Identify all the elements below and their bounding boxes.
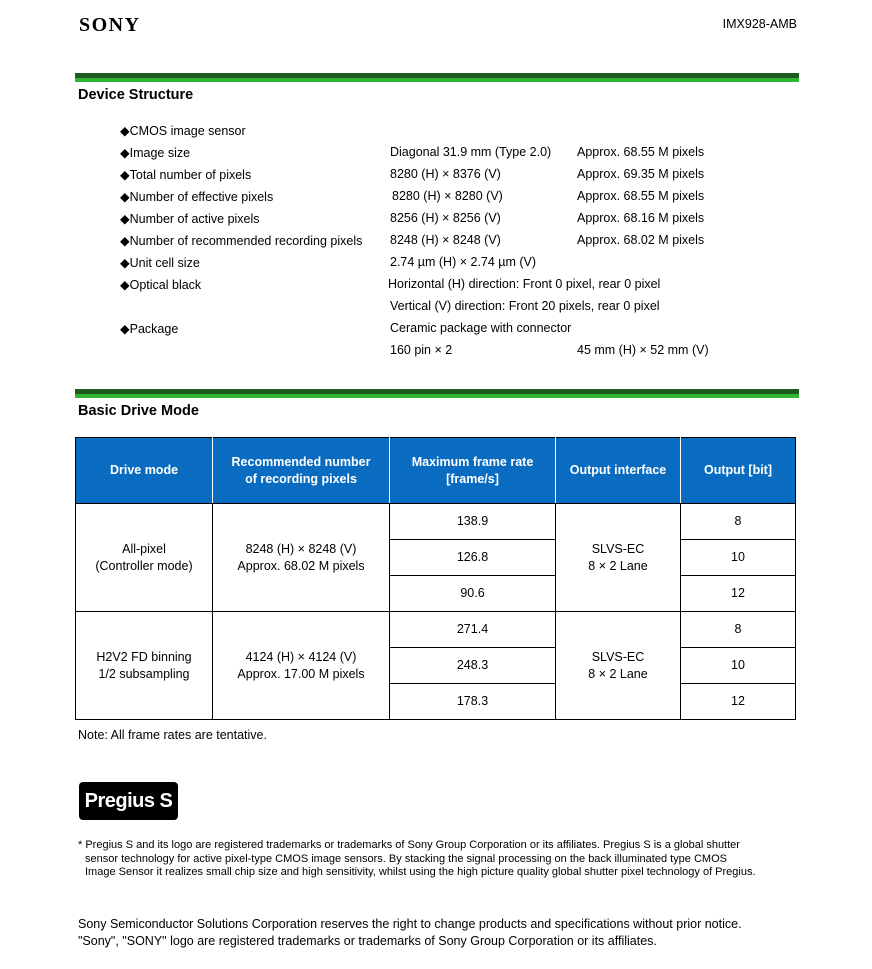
frame-rate-note: Note: All frame rates are tentative. (78, 728, 267, 742)
spec-pixels: Approx. 68.55 M pixels (577, 145, 705, 159)
cell-text: SLVS-EC (591, 541, 645, 556)
sony-logo: SONY (79, 14, 141, 36)
bullet-icon: ◆ (120, 212, 130, 226)
trademark-line: * Pregius S and its logo are registered trademarks or trademarks of Sony Group Corporation or its affiliates. Pregius S is a global shutter (78, 839, 740, 851)
spec-label (120, 123, 246, 138)
table-row (76, 612, 796, 648)
frame-rate-cell: 271.4 (390, 612, 556, 648)
spec-label-text: Package (129, 322, 179, 336)
output-bit-cell: 12 (681, 684, 796, 720)
spec-pixels: 45 mm (H) × 52 mm (V) (577, 343, 709, 357)
frame-rate-cell: 90.6 (390, 576, 556, 612)
spec-row (120, 255, 820, 277)
bullet-icon: ◆ (120, 168, 130, 182)
spec-row (120, 211, 820, 233)
spec-label-text: Number of effective pixels (129, 190, 274, 204)
spec-row (120, 189, 820, 211)
cell-text: 8 × 2 Lane (588, 558, 648, 573)
frame-rate-cell: 178.3 (390, 684, 556, 720)
header-text: [frame/s] (446, 471, 499, 486)
output-bit-cell: 10 (681, 648, 796, 684)
spec-row (120, 299, 820, 321)
header-text: Maximum frame rate (411, 454, 534, 469)
trademark-line: Image Sensor it realizes small chip size and high sensitivity, whilst using the high picture quality global shutter pixel technology of Pregius. (85, 866, 756, 878)
cell-text: SLVS-EC (591, 649, 645, 664)
spec-label-text: Unit cell size (129, 256, 200, 270)
output-interface-cell (556, 612, 681, 720)
section-divider (75, 389, 799, 398)
spec-label-text: Number of active pixels (129, 212, 260, 226)
bullet-icon: ◆ (120, 146, 130, 160)
output-bit-cell: 10 (681, 540, 796, 576)
spec-label-text: Image size (129, 146, 191, 160)
model-number: IMX928-AMB (722, 17, 797, 31)
table-row (76, 504, 796, 540)
spec-pixels: Approx. 68.16 M pixels (577, 211, 705, 225)
trademark-notice (78, 839, 818, 880)
recording-pixels-cell (213, 504, 390, 612)
table-header-row (76, 438, 796, 504)
bullet-icon: ◆ (120, 124, 130, 138)
spec-pixels: Approx. 68.55 M pixels (577, 189, 705, 203)
drive-mode-table (75, 437, 796, 720)
spec-label (120, 167, 251, 182)
header-output-bit: Output [bit] (681, 438, 796, 504)
cell-text: 1/2 subsampling (98, 666, 190, 681)
spec-value: 2.74 µm (H) × 2.74 µm (V) (390, 255, 537, 269)
drive-mode-cell (76, 504, 213, 612)
basic-drive-mode-title: Basic Drive Mode (78, 403, 199, 419)
spec-label (120, 189, 273, 204)
header-recording-pixels (213, 438, 390, 504)
pregius-s-logo: Pregius S (79, 782, 178, 820)
spec-value: 8248 (H) × 8248 (V) (390, 233, 501, 247)
bullet-icon: ◆ (120, 256, 130, 270)
spec-label (120, 233, 362, 248)
spec-row (120, 321, 820, 343)
frame-rate-cell: 248.3 (390, 648, 556, 684)
spec-label-text: CMOS image sensor (129, 124, 246, 138)
bullet-icon: ◆ (120, 234, 130, 248)
spec-value: 8280 (H) × 8280 (V) (392, 189, 503, 203)
footer-line: "Sony", "SONY" logo are registered trademarks or trademarks of Sony Group Corporation or its affiliates. (78, 934, 657, 948)
header-output-interface: Output interface (556, 438, 681, 504)
cell-text: 4124 (H) × 4124 (V) (245, 649, 357, 664)
cell-text: (Controller mode) (95, 558, 193, 573)
header-text: of recording pixels (245, 471, 357, 486)
spec-value: Ceramic package with connector (390, 321, 572, 335)
cell-text: H2V2 FD binning (96, 649, 192, 664)
spec-label (120, 321, 178, 336)
spec-label-text: Optical black (129, 278, 202, 292)
cell-text: 8 × 2 Lane (588, 666, 648, 681)
device-structure-title: Device Structure (78, 87, 194, 103)
bullet-icon: ◆ (120, 322, 130, 336)
spec-label (120, 255, 200, 270)
spec-row (120, 277, 820, 299)
recording-pixels-cell (213, 612, 390, 720)
spec-label (120, 211, 260, 226)
spec-value: 8280 (H) × 8376 (V) (390, 167, 501, 181)
spec-label-text: Number of recommended recording pixels (129, 234, 363, 248)
cell-text: Approx. 68.02 M pixels (237, 558, 365, 573)
header-drive-mode: Drive mode (76, 438, 213, 504)
spec-label (120, 145, 190, 160)
spec-value: 160 pin × 2 (390, 343, 453, 357)
spec-value: Horizontal (H) direction: Front 0 pixel, rear 0 pixel (388, 277, 661, 291)
spec-pixels: Approx. 69.35 M pixels (577, 167, 705, 181)
spec-row (120, 145, 820, 167)
footer-disclaimer (78, 916, 742, 950)
output-interface-cell (556, 504, 681, 612)
header-text: Recommended number (231, 454, 371, 469)
cell-text: 8248 (H) × 8248 (V) (245, 541, 357, 556)
spec-value: 8256 (H) × 8256 (V) (390, 211, 501, 225)
frame-rate-cell: 138.9 (390, 504, 556, 540)
spec-value: Diagonal 31.9 mm (Type 2.0) (390, 145, 552, 159)
trademark-line: sensor technology for active pixel-type CMOS image sensors. By stacking the signal processing on the back illuminated type CMOS (85, 852, 727, 865)
footer-line: Sony Semiconductor Solutions Corporation reserves the right to change products and specifications without prior notice. (78, 917, 742, 931)
spec-label-text: Total number of pixels (129, 168, 252, 182)
cell-text: Approx. 17.00 M pixels (237, 666, 365, 681)
output-bit-cell: 8 (681, 612, 796, 648)
cell-text: All-pixel (122, 541, 166, 556)
bullet-icon: ◆ (120, 278, 130, 292)
header-frame-rate (390, 438, 556, 504)
output-bit-cell: 8 (681, 504, 796, 540)
frame-rate-cell: 126.8 (390, 540, 556, 576)
spec-pixels: Approx. 68.02 M pixels (577, 233, 705, 247)
output-bit-cell: 12 (681, 576, 796, 612)
spec-row (120, 167, 820, 189)
spec-row (120, 343, 820, 365)
spec-label (120, 277, 201, 292)
bullet-icon: ◆ (120, 190, 130, 204)
spec-row (120, 123, 820, 145)
section-divider (75, 73, 799, 82)
drive-mode-cell (76, 612, 213, 720)
spec-row (120, 233, 820, 255)
spec-value: Vertical (V) direction: Front 20 pixels, rear 0 pixel (390, 299, 660, 313)
